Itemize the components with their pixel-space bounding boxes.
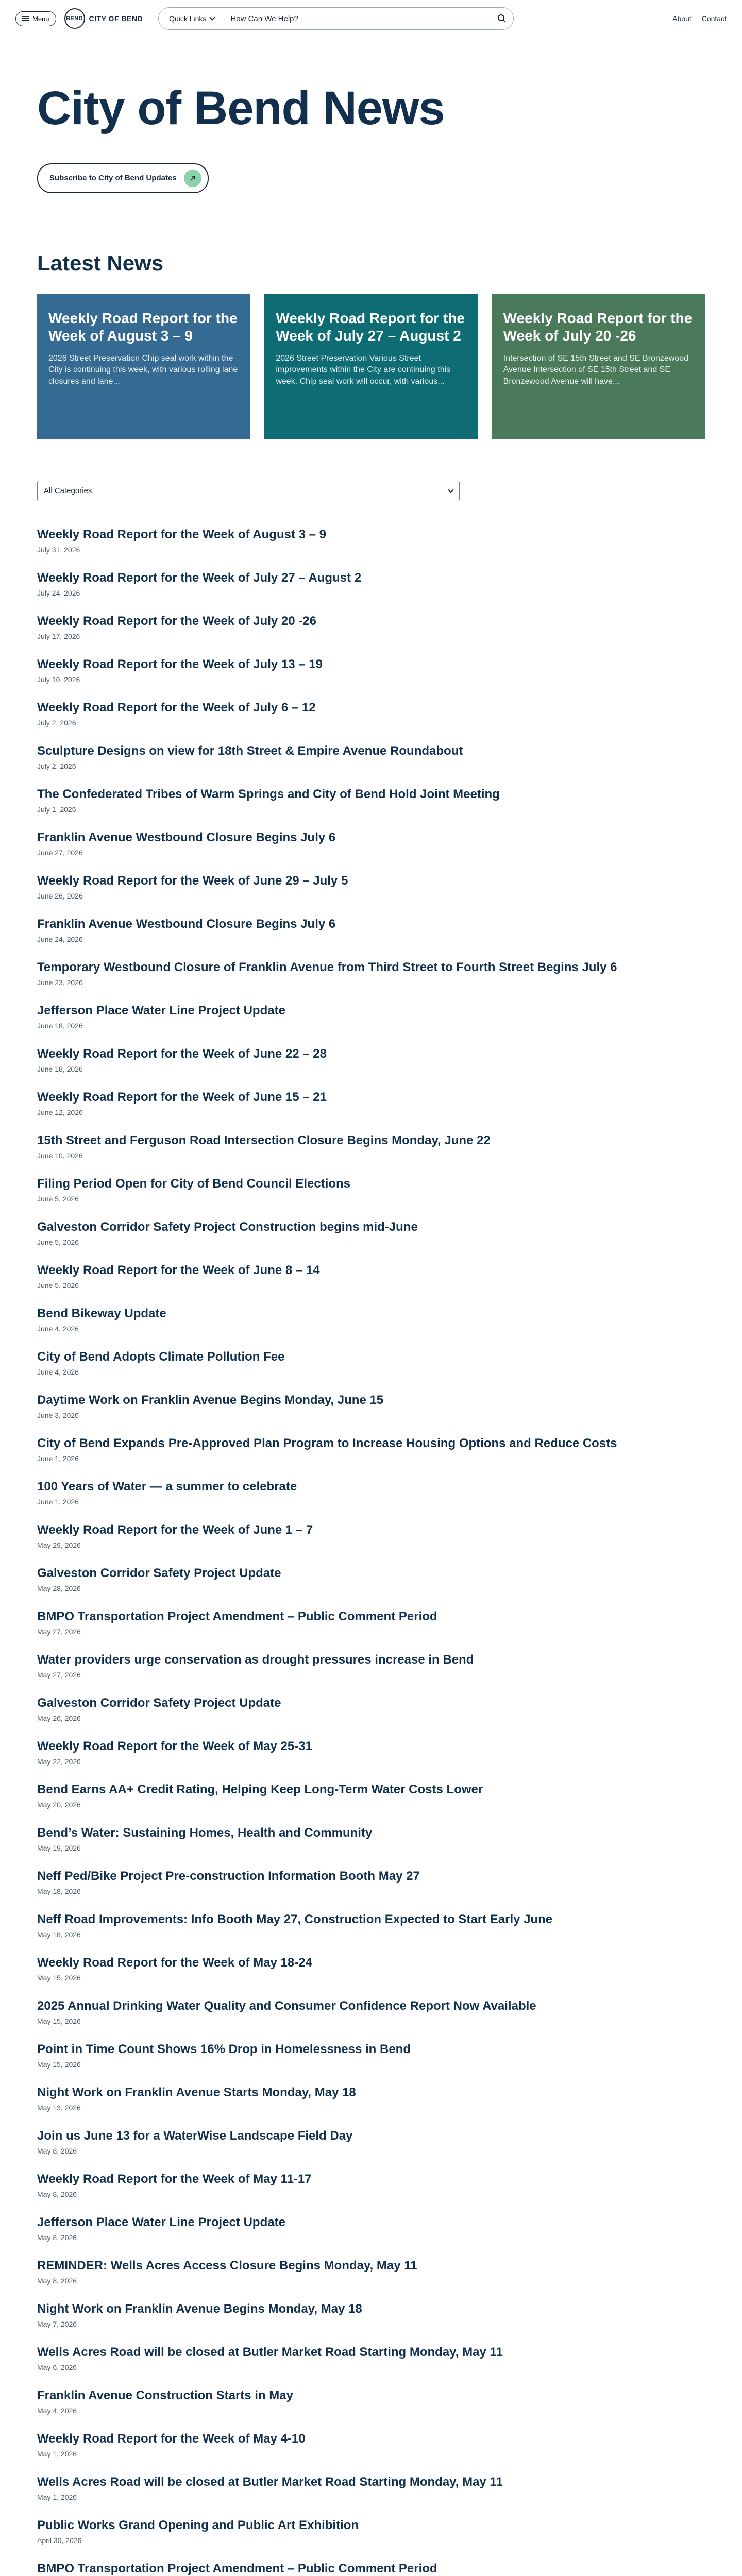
news-item-link[interactable]: Weekly Road Report for the Week of June 15 – 21 xyxy=(37,1090,327,1104)
news-list-item xyxy=(37,873,705,917)
news-list-item xyxy=(37,1219,705,1263)
news-item-link[interactable]: Weekly Road Report for the Week of July 6 – 12 xyxy=(37,700,316,715)
news-item-date: May 27, 2026 xyxy=(37,1627,81,1636)
news-item-link[interactable]: BMPO Transportation Project Amendment – Public Comment Period xyxy=(37,2561,437,2575)
news-item-date: May 28, 2026 xyxy=(37,1584,81,1592)
news-list-item xyxy=(37,1912,705,1955)
news-item-date: May 22, 2026 xyxy=(37,1757,81,1766)
news-list-item xyxy=(37,700,705,743)
news-item-date: June 5, 2026 xyxy=(37,1238,79,1246)
news-item-link[interactable]: Franklin Avenue Westbound Closure Begins July 6 xyxy=(37,917,336,931)
news-list-item xyxy=(37,743,705,787)
news-item-date: June 1, 2026 xyxy=(37,1497,79,1506)
news-item-link[interactable]: Weekly Road Report for the Week of July 27 – August 2 xyxy=(37,570,362,585)
news-list-item xyxy=(37,1782,705,1825)
hero xyxy=(0,37,742,193)
news-item-link[interactable]: Galveston Corridor Safety Project Construction begins mid-June xyxy=(37,1219,418,1234)
menu-button[interactable] xyxy=(15,11,56,26)
news-list-item xyxy=(37,787,705,830)
news-list-item xyxy=(37,1003,705,1046)
news-item-link[interactable]: Weekly Road Report for the Week of June 1 – 7 xyxy=(37,1522,313,1537)
news-card-title: Weekly Road Report for the Week of July 20 -26 xyxy=(503,310,693,344)
news-item-date: May 26, 2026 xyxy=(37,1714,81,1722)
news-list-item xyxy=(37,570,705,614)
city-seal-icon: BEND xyxy=(64,8,85,29)
news-item-link[interactable]: Franklin Avenue Westbound Closure Begins July 6 xyxy=(37,830,336,844)
category-select[interactable] xyxy=(37,481,460,501)
news-item-link[interactable]: Jefferson Place Water Line Project Update xyxy=(37,1003,285,1018)
news-card-title: Weekly Road Report for the Week of August 3 – 9 xyxy=(48,310,238,344)
search-icon[interactable] xyxy=(494,10,510,27)
news-list-item xyxy=(37,1133,705,1176)
news-item-link[interactable]: Night Work on Franklin Avenue Begins Monday, May 18 xyxy=(37,2301,362,2316)
news-card[interactable] xyxy=(37,294,250,439)
news-card-excerpt: 2026 Street Preservation Various Street improvements within the City are continuing this week. Chip seal work will occur, with various... xyxy=(276,353,451,386)
news-item-link[interactable]: Point in Time Count Shows 16% Drop in Homelessness in Bend xyxy=(37,2042,411,2056)
news-item-link[interactable]: City of Bend Adopts Climate Pollution Fee xyxy=(37,1349,285,1364)
news-item-date: May 8, 2026 xyxy=(37,2190,77,2198)
news-item-date: June 18, 2026 xyxy=(37,1064,83,1073)
news-item-date: June 18, 2026 xyxy=(37,1021,83,1030)
news-item-link[interactable]: Weekly Road Report for the Week of August 3 – 9 xyxy=(37,527,326,541)
news-card-excerpt: 2026 Street Preservation Chip seal work within the City is continuing this week, with various rolling lane closures and lane... xyxy=(48,353,238,386)
news-list-item xyxy=(37,1090,705,1133)
news-item-link[interactable]: 15th Street and Ferguson Road Intersection Closure Begins Monday, June 22 xyxy=(37,1133,491,1147)
news-item-date: July 2, 2026 xyxy=(37,718,76,727)
news-list-item xyxy=(37,1263,705,1306)
news-list-item xyxy=(37,2215,705,2258)
news-item-date: July 31, 2026 xyxy=(37,545,80,554)
news-item-date: May 18, 2026 xyxy=(37,1887,81,1895)
news-item-link[interactable]: Weekly Road Report for the Week of June 8 – 14 xyxy=(37,1263,320,1277)
news-item-link[interactable]: Galveston Corridor Safety Project Update xyxy=(37,1696,281,1710)
news-item-date: May 8, 2026 xyxy=(37,2146,77,2155)
news-list-item xyxy=(37,1739,705,1782)
news-item-date: May 1, 2026 xyxy=(37,2449,77,2458)
news-list-item xyxy=(37,2258,705,2301)
news-item-link[interactable]: Daytime Work on Franklin Avenue Begins Monday, June 15 xyxy=(37,1393,384,1407)
news-item-link[interactable]: 2025 Annual Drinking Water Quality and Consumer Confidence Report Now Available xyxy=(37,1998,536,2013)
news-item-link[interactable]: Night Work on Franklin Avenue Starts Monday, May 18 xyxy=(37,2085,356,2099)
news-list-item xyxy=(37,1869,705,1912)
news-item-date: May 4, 2026 xyxy=(37,2406,77,2415)
quick-links-dropdown[interactable] xyxy=(162,11,222,26)
news-item-date: June 23, 2026 xyxy=(37,978,83,987)
news-list-item xyxy=(37,1825,705,1869)
chevron-down-icon xyxy=(210,14,215,20)
news-item-date: June 5, 2026 xyxy=(37,1281,79,1290)
news-list-item xyxy=(37,1393,705,1436)
news-item-date: May 8, 2026 xyxy=(37,2276,77,2285)
news-item-date: May 7, 2026 xyxy=(37,2319,77,2328)
news-item-date: June 1, 2026 xyxy=(37,1454,79,1463)
news-item-link[interactable]: Neff Ped/Bike Project Pre-construction Information Booth May 27 xyxy=(37,1869,420,1883)
news-list-item xyxy=(37,2388,705,2431)
news-item-link[interactable]: Bend Earns AA+ Credit Rating, Helping Keep Long-Term Water Costs Lower xyxy=(37,1782,483,1797)
news-list-item xyxy=(37,2085,705,2128)
news-item-link[interactable]: Neff Road Improvements: Info Booth May 27, Construction Expected to Start Early June xyxy=(37,1912,553,1926)
news-list-item xyxy=(37,1479,705,1522)
news-item-date: June 24, 2026 xyxy=(37,935,83,943)
news-list-item xyxy=(37,2345,705,2388)
news-item-link[interactable]: Weekly Road Report for the Week of May 11-17 xyxy=(37,2172,312,2186)
news-item-link[interactable]: Jefferson Place Water Line Project Update xyxy=(37,2215,285,2229)
news-list-item xyxy=(37,2561,705,2576)
news-item-date: May 18, 2026 xyxy=(37,1930,81,1939)
category-select-value: All Categories xyxy=(44,486,92,496)
news-list-item xyxy=(37,960,705,1003)
news-item-link[interactable]: Temporary Westbound Closure of Franklin Avenue from Third Street to Fourth Street Begins July 6 xyxy=(37,960,617,974)
news-card-title: Weekly Road Report for the Week of July 27 – August 2 xyxy=(276,310,465,344)
news-item-date: July 17, 2026 xyxy=(37,632,80,640)
news-item-date: May 1, 2026 xyxy=(37,2493,77,2501)
news-item-date: June 12, 2026 xyxy=(37,1108,83,1116)
news-list-item xyxy=(37,2128,705,2172)
news-item-link[interactable]: The Confederated Tribes of Warm Springs and City of Bend Hold Joint Meeting xyxy=(37,787,500,801)
news-item-date: June 4, 2026 xyxy=(37,1367,79,1376)
search-input[interactable] xyxy=(222,14,494,23)
news-item-link[interactable]: Weekly Road Report for the Week of July 20 -26 xyxy=(37,614,316,628)
news-list-item xyxy=(37,2431,705,2475)
news-item-date: July 2, 2026 xyxy=(37,761,76,770)
external-link-icon: ↗ xyxy=(184,170,201,187)
news-item-link[interactable]: Join us June 13 for a WaterWise Landscape Field Day xyxy=(37,2128,353,2143)
news-item-date: May 20, 2026 xyxy=(37,1800,81,1809)
news-item-date: May 27, 2026 xyxy=(37,1670,81,1679)
news-list-item xyxy=(37,1306,705,1349)
news-item-date: July 24, 2026 xyxy=(37,588,80,597)
news-item-date: June 27, 2026 xyxy=(37,848,83,857)
news-item-link[interactable]: Franklin Avenue Construction Starts in May xyxy=(37,2388,293,2402)
news-list-item xyxy=(37,1436,705,1479)
news-list-item xyxy=(37,917,705,960)
news-card[interactable] xyxy=(492,294,705,439)
news-item-link[interactable]: Wells Acres Road will be closed at Butler Market Road Starting Monday, May 11 xyxy=(37,2345,503,2359)
news-list-item xyxy=(37,527,705,570)
news-item-link[interactable]: Sculpture Designs on view for 18th Street & Empire Avenue Roundabout xyxy=(37,743,463,758)
news-item-link[interactable]: Weekly Road Report for the Week of May 25-31 xyxy=(37,1739,312,1753)
news-list-item xyxy=(37,2301,705,2345)
news-list-item xyxy=(37,1696,705,1739)
news-item-link[interactable]: Weekly Road Report for the Week of July 13 – 19 xyxy=(37,657,323,671)
news-item-link[interactable]: Filing Period Open for City of Bend Council Elections xyxy=(37,1176,351,1191)
top-nav xyxy=(672,14,727,23)
news-list-item xyxy=(37,1176,705,1219)
news-list-item xyxy=(37,1046,705,1090)
news-item-link[interactable]: Public Works Grand Opening and Public Art Exhibition xyxy=(37,2518,359,2532)
news-list-item xyxy=(37,2042,705,2085)
news-item-date: May 15, 2026 xyxy=(37,2060,81,2069)
contact-link[interactable]: Contact xyxy=(701,14,727,23)
news-item-link[interactable]: Bend’s Water: Sustaining Homes, Health and Community xyxy=(37,1825,373,1840)
news-list-item xyxy=(37,1998,705,2042)
news-list-item xyxy=(37,657,705,700)
news-item-date: July 1, 2026 xyxy=(37,805,76,814)
chevron-down-icon xyxy=(448,487,453,493)
site-header xyxy=(0,0,742,37)
news-item-link[interactable]: Bend Bikeway Update xyxy=(37,1306,166,1320)
latest-news-cards xyxy=(0,294,742,439)
news-item-link[interactable]: Weekly Road Report for the Week of May 4-10 xyxy=(37,2431,306,2446)
news-item-link[interactable]: Wells Acres Road will be closed at Butler Market Road Starting Monday, May 11 xyxy=(37,2475,503,2489)
news-list-item xyxy=(37,2518,705,2561)
news-item-date: July 10, 2026 xyxy=(37,675,80,684)
search-bar xyxy=(158,7,514,30)
subscribe-label: Subscribe to City of Bend Updates xyxy=(49,174,177,183)
latest-news-title: Latest News xyxy=(37,250,164,275)
news-item-link[interactable]: Weekly Road Report for the Week of June 29 – July 5 xyxy=(37,873,348,888)
news-item-date: May 19, 2026 xyxy=(37,1843,81,1852)
news-item-link[interactable]: REMINDER: Wells Acres Access Closure Begins Monday, May 11 xyxy=(37,2258,417,2273)
page-title: City of Bend News xyxy=(37,82,445,134)
news-item-link[interactable]: Weekly Road Report for the Week of May 18-24 xyxy=(37,1955,312,1970)
news-list-item xyxy=(37,2475,705,2518)
hamburger-icon xyxy=(22,16,29,21)
news-item-date: May 8, 2026 xyxy=(37,2233,77,2242)
news-item-link[interactable]: Galveston Corridor Safety Project Update xyxy=(37,1566,281,1580)
news-list-item xyxy=(37,1522,705,1566)
news-list-item xyxy=(37,1609,705,1652)
news-list xyxy=(0,527,742,2576)
menu-label: Menu xyxy=(32,14,49,23)
news-item-link[interactable]: City of Bend Expands Pre-Approved Plan Program to Increase Housing Options and Reduce Costs xyxy=(37,1436,617,1450)
quick-links-label: Quick Links xyxy=(169,14,207,23)
news-item-date: May 15, 2026 xyxy=(37,1973,81,1982)
site-logo[interactable] xyxy=(64,8,143,29)
news-item-date: May 15, 2026 xyxy=(37,2016,81,2025)
news-item-link[interactable]: 100 Years of Water — a summer to celebrate xyxy=(37,1479,297,1494)
news-list-item xyxy=(37,614,705,657)
news-list-item xyxy=(37,1955,705,1998)
news-item-date: June 3, 2026 xyxy=(37,1411,79,1419)
news-card-excerpt: Intersection of SE 15th Street and SE Bronzewood Avenue Intersection of SE 15th Street and SE Bronzewood Avenue will have... xyxy=(503,353,688,386)
news-list-item xyxy=(37,1349,705,1393)
news-item-date: June 4, 2026 xyxy=(37,1324,79,1333)
news-item-date: April 30, 2026 xyxy=(37,2536,82,2545)
about-link[interactable]: About xyxy=(672,14,692,23)
news-item-date: May 29, 2026 xyxy=(37,1540,81,1549)
news-item-date: June 5, 2026 xyxy=(37,1194,79,1203)
news-list-item xyxy=(37,830,705,873)
news-item-link[interactable]: Weekly Road Report for the Week of June 22 – 28 xyxy=(37,1046,327,1061)
news-list-item xyxy=(37,2172,705,2215)
subscribe-button[interactable] xyxy=(37,163,209,193)
news-card[interactable] xyxy=(264,294,477,439)
news-list-item xyxy=(37,1652,705,1696)
news-item-link[interactable]: BMPO Transportation Project Amendment – Public Comment Period xyxy=(37,1609,437,1623)
news-item-date: May 6, 2026 xyxy=(37,2363,77,2371)
news-list-item xyxy=(37,1566,705,1609)
logo-text: CITY OF BEND xyxy=(89,14,143,23)
news-item-date: June 26, 2026 xyxy=(37,891,83,900)
news-item-link[interactable]: Water providers urge conservation as drought pressures increase in Bend xyxy=(37,1652,474,1667)
news-item-date: May 13, 2026 xyxy=(37,2103,81,2112)
news-item-date: June 10, 2026 xyxy=(37,1151,83,1160)
